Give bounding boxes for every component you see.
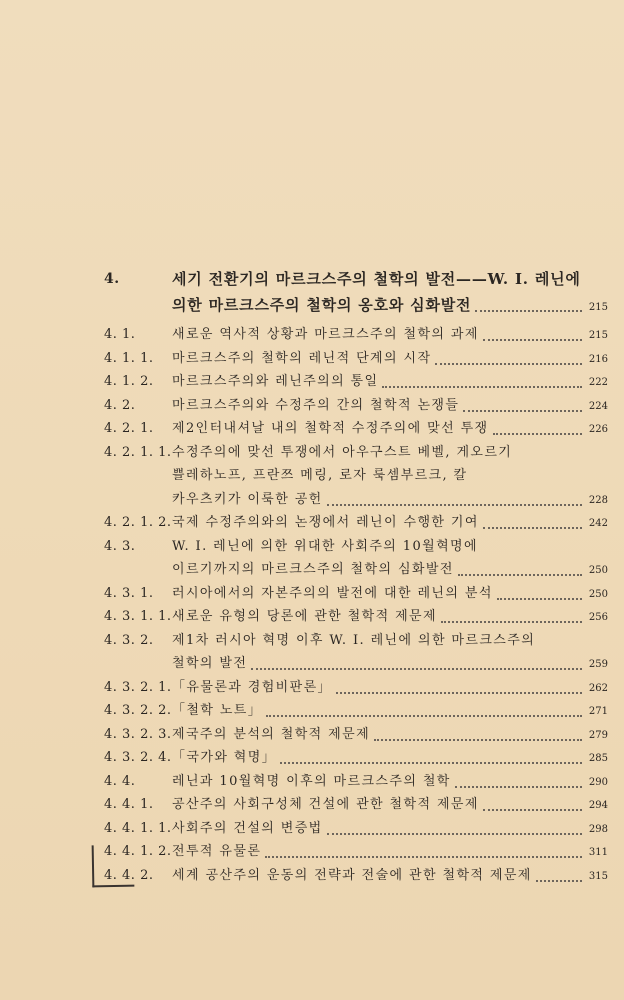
toc-entry-title: 세계 공산주의 운동의 전략과 전술에 관한 철학적 제문제 — [172, 867, 532, 883]
toc-leader-dots — [455, 777, 582, 788]
toc-entry-title: 「유물론과 경험비판론」 — [172, 679, 332, 695]
toc-line — [0, 371, 624, 393]
toc-section-number: 4. 4. 1. 1. — [104, 820, 172, 836]
toc-leader-dots — [475, 301, 582, 312]
toc-line — [0, 512, 624, 534]
toc-section-number: 4. 3. — [104, 538, 136, 554]
toc-section-number: 4. 2. 1. 2. — [104, 515, 172, 530]
toc-leader-dots — [382, 377, 582, 388]
toc-entry-title: 의한 마르크스주의 철학의 옹호와 심화발전 — [172, 296, 472, 314]
toc-page-number: 215 — [588, 302, 608, 313]
toc-line — [0, 559, 624, 581]
toc-leader-dots — [265, 847, 582, 858]
toc-page-number: 215 — [588, 330, 608, 341]
toc-section-number: 4. 3. 2. — [104, 632, 154, 648]
toc-entry-title: 카우츠키가 이룩한 공헌 — [172, 491, 323, 507]
toc-section-number: 4. 4. — [104, 773, 136, 789]
toc-page-number: 311 — [588, 847, 608, 858]
toc-line — [0, 348, 624, 370]
toc-page-number: 315 — [588, 870, 608, 882]
toc-page-number: 242 — [588, 518, 608, 529]
toc-entry-title: 공산주의 사회구성체 건설에 관한 철학적 제문제 — [172, 797, 479, 812]
toc-entry-title: 수정주의에 맞선 투쟁에서 아우구스트 베벨, 게오르기 — [172, 444, 513, 460]
toc-line — [0, 747, 624, 769]
toc-line — [0, 418, 624, 440]
toc-section-number: 4. 3. 1. — [104, 585, 154, 601]
toc-page-number: 294 — [588, 800, 608, 811]
toc-line — [0, 294, 624, 316]
toc-section-number: 4. 4. 2. — [104, 867, 154, 883]
toc-page-number: 224 — [588, 400, 608, 412]
toc-leader-dots — [497, 589, 582, 600]
toc-entry-title: 전투적 유물론 — [172, 844, 262, 859]
toc-line — [0, 395, 624, 417]
toc-page-number: 285 — [588, 753, 608, 764]
toc-leader-dots — [463, 401, 582, 412]
toc-line — [0, 818, 624, 840]
toc-entry-title: 쁠레하노프, 프란쯔 메링, 로자 룩셈부르크, 칼 — [172, 468, 468, 483]
toc-line — [0, 442, 624, 464]
toc-section-number: 4. 4. 1. — [104, 797, 154, 812]
toc-entry-title: W. I. 레닌에 의한 위대한 사회주의 10월혁명에 — [172, 538, 478, 554]
toc-page-number: 290 — [588, 776, 608, 788]
toc-section-number: 4. 2. 1. 1. — [104, 444, 172, 460]
toc-section-number: 4. 2. 1. — [104, 421, 154, 436]
toc-entry-title: 새로운 유형의 당론에 관한 철학적 제문제 — [172, 609, 437, 624]
toc-page-number: 250 — [588, 565, 608, 576]
toc-leader-dots — [493, 424, 583, 435]
toc-line — [0, 700, 624, 722]
toc-line — [0, 536, 624, 558]
toc-entry-title: 사회주의 건설의 변증법 — [172, 820, 323, 836]
toc-leader-dots — [435, 354, 582, 365]
toc-section-number: 4. 3. 2. 2. — [104, 703, 172, 718]
toc-entry-title: 세기 전환기의 마르크스주의 철학의 발전——W. I. 레닌에 — [172, 270, 581, 288]
toc-section-number: 4. 3. 2. 3. — [104, 726, 172, 742]
toc-line — [0, 677, 624, 699]
toc-leader-dots — [327, 495, 582, 506]
toc-leader-dots — [441, 612, 582, 623]
toc-leader-dots — [483, 800, 582, 811]
toc-section-number: 4. 1. 2. — [104, 374, 154, 389]
toc-entry-title: 제국주의 분석의 철학적 제문제 — [172, 726, 371, 742]
toc-leader-dots — [374, 730, 582, 741]
toc-line — [0, 771, 624, 793]
toc-line — [0, 606, 624, 628]
toc-page-number: 259 — [588, 659, 608, 670]
toc-line — [0, 794, 624, 816]
toc-line — [0, 268, 624, 290]
toc-line — [0, 465, 624, 487]
toc-line — [0, 630, 624, 652]
toc-entry-title: 러시아에서의 자본주의의 발전에 대한 레닌의 분석 — [172, 585, 493, 601]
toc-line — [0, 724, 624, 746]
toc-page-number: 216 — [588, 353, 608, 365]
toc-page-number: 298 — [588, 823, 608, 835]
toc-entry-title: 마르크스주의와 수정주의 간의 철학적 논쟁들 — [172, 397, 460, 413]
toc-section-number: 4. 4. 1. 2. — [104, 844, 172, 859]
toc-line — [0, 489, 624, 511]
toc-entry-title: 제2인터내셔날 내의 철학적 수정주의에 맞선 투쟁 — [172, 421, 489, 436]
toc-page-number: 262 — [588, 682, 608, 694]
toc-entry-title: 마르크스주의와 레닌주의의 통일 — [172, 374, 379, 389]
toc-entry-title: 「철학 노트」 — [172, 703, 263, 718]
toc-entry-title: 「국가와 혁명」 — [172, 750, 277, 765]
toc-page-number: 256 — [588, 612, 608, 623]
toc-section-number: 4. 1. — [104, 327, 136, 342]
toc-leader-dots — [483, 330, 582, 341]
toc-leader-dots — [327, 824, 582, 835]
toc-leader-dots — [536, 871, 582, 882]
toc-entry-title: 국제 수정주의와의 논쟁에서 레닌이 수행한 기여 — [172, 515, 479, 530]
toc-line — [0, 653, 624, 675]
toc-entry-title: 레닌과 10월혁명 이후의 마르크스주의 철학 — [172, 773, 451, 789]
toc-section-number: 4. 3. 2. 4. — [104, 750, 172, 765]
toc-section-number: 4. 1. 1. — [104, 350, 154, 366]
toc-entry-title: 마르크스주의 철학의 레닌적 단계의 시작 — [172, 350, 432, 366]
toc-entry-title: 이르기까지의 마르크스주의 철학의 심화발전 — [172, 562, 454, 577]
toc-page-number: 279 — [588, 729, 608, 741]
toc-entry-title: 제1차 러시아 혁명 이후 W. I. 레닌에 의한 마르크스주의 — [172, 632, 536, 648]
toc-page-number: 250 — [588, 588, 608, 600]
toc-page-number: 271 — [588, 706, 608, 717]
toc-entry-title: 새로운 역사적 상황과 마르크스주의 철학의 과제 — [172, 327, 479, 342]
toc-leader-dots — [458, 565, 582, 576]
toc-section-number: 4. 3. 2. 1. — [104, 679, 172, 695]
toc-entry-title: 철학의 발전 — [172, 656, 248, 671]
toc-page-number: 228 — [588, 494, 608, 506]
toc-page-number: 222 — [588, 377, 608, 388]
toc-line — [0, 583, 624, 605]
toc-leader-dots — [251, 659, 582, 670]
toc-section-number: 4. 3. 1. 1. — [104, 609, 172, 624]
toc-leader-dots — [266, 706, 582, 717]
toc-section-number: 4. 2. — [104, 397, 136, 413]
toc-section-number: 4. — [104, 271, 120, 287]
handwritten-bracket-mark — [92, 845, 135, 888]
toc-leader-dots — [483, 518, 582, 529]
toc-leader-dots — [280, 753, 582, 764]
toc-line — [0, 324, 624, 346]
toc-page-number: 226 — [588, 424, 608, 435]
toc-leader-dots — [336, 683, 582, 694]
